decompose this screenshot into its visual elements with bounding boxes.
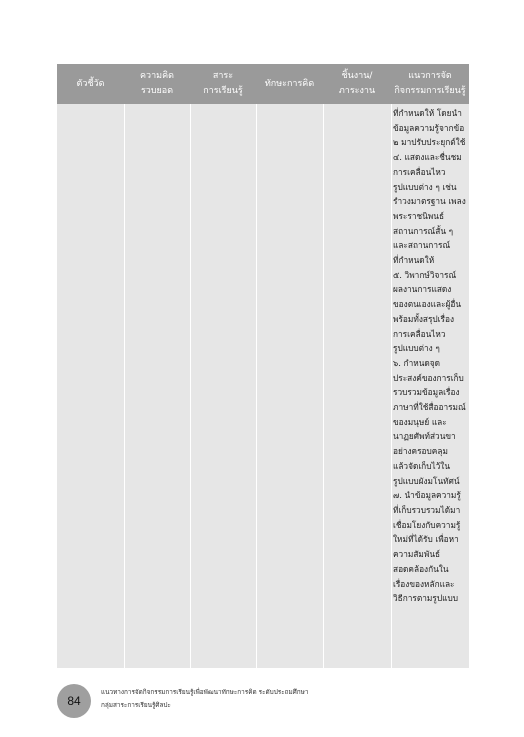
activity-line: ที่กำหนดให้ โดยนำ (393, 108, 462, 118)
activity-line: ๒ มาปรับประยุกต์ใช้ (393, 137, 466, 148)
activity-line: ภาษาที่ใช้สื่ออารมณ์ (393, 402, 466, 413)
column-divider (256, 104, 257, 668)
page-number: 84 (57, 684, 91, 718)
activity-line: อย่างครอบคลุม (393, 446, 448, 457)
activity-line: ข้อมูลความรู้จากข้อ (393, 122, 465, 133)
column-divider (124, 104, 125, 668)
activity-line: ผลงานการแสดง (393, 284, 452, 295)
activity-line: ของตนเองและผู้อื่น (393, 299, 462, 310)
activity-line: ๔. แสดงและชื่นชม (393, 152, 462, 163)
header-concept: ความคิด รวบยอด (140, 71, 174, 96)
activity-line: รำวงมาตรฐาน เพลง (393, 196, 466, 207)
activity-line: ๖. กำหนดจุด (393, 357, 441, 368)
activity-line: ๕. วิพากษ์วิจารณ์ (393, 269, 457, 280)
header-task: ชิ้นงาน/ ภาระงาน (338, 71, 376, 96)
header-activities: แนวการจัด กิจกรรมการเรียนรู้ (394, 71, 466, 96)
activity-line: ที่เก็บรวบรวมได้มา (393, 504, 461, 515)
activity-line: สถานการณ์สั้น ๆ (393, 225, 454, 236)
activity-line: รูปแบบผังมโนทัศน์ (393, 475, 460, 486)
activity-line: รูปแบบต่าง ๆ เช่น (393, 181, 457, 192)
activities-cell (393, 106, 467, 606)
footer-line-1: แนวทางการจัดกิจกรรมการเรียนรู้เพื่อพัฒนาทักษะการคิด ระดับประถมศึกษา (101, 688, 309, 696)
footer-text (101, 686, 308, 712)
activity-line: พร้อมทั้งสรุปเรื่อง (393, 313, 455, 324)
activity-line: รวบรวมข้อมูลเรื่อง (393, 387, 460, 398)
activity-line: แล้วจัดเก็บไว้ใน (393, 460, 451, 471)
curriculum-table (57, 64, 469, 668)
header-thinking-skill: ทักษะการคิด (264, 78, 315, 89)
header-indicator: ตัวชี้วัด (76, 78, 105, 89)
activity-line: ๗. นำข้อมูลความรู้ (393, 490, 461, 501)
column-divider (323, 104, 324, 668)
activity-line: รูปแบบต่าง ๆ (393, 343, 440, 354)
activity-line: การเคลื่อนไหว (393, 328, 446, 339)
activity-line: เชื่อมโยงกับความรู้ (393, 519, 461, 530)
footer-line-2: กลุ่มสาระการเรียนรู้ศิลปะ (101, 701, 171, 709)
activity-line: พระราชนิพนธ์ (393, 210, 445, 221)
activity-line: ที่กำหนดให้ (393, 255, 435, 266)
activity-line: นาฏยศัพท์ส่วนขา (393, 431, 456, 442)
page-footer (57, 684, 469, 718)
activity-line: ประสงค์ของการเก็บ (393, 372, 464, 383)
activity-line: วิธีการตามรูปแบบ (393, 593, 458, 604)
column-divider (391, 104, 392, 668)
column-divider (190, 104, 191, 668)
activity-line: การเคลื่อนไหว (393, 166, 446, 177)
header-content: สาระ การเรียนรู้ (203, 71, 243, 96)
activity-line: ใหม่ที่ได้รับ เพื่อหา (393, 534, 459, 545)
activity-line: สอดคล้องกันใน (393, 563, 449, 574)
activity-line: ความสัมพันธ์ (393, 549, 441, 560)
table-header (57, 64, 469, 104)
activity-line: ของมนุษย์ และ (393, 416, 447, 427)
activity-line: เรื่องของหลักและ (393, 578, 455, 589)
activity-line: และสถานการณ์ (393, 240, 451, 251)
